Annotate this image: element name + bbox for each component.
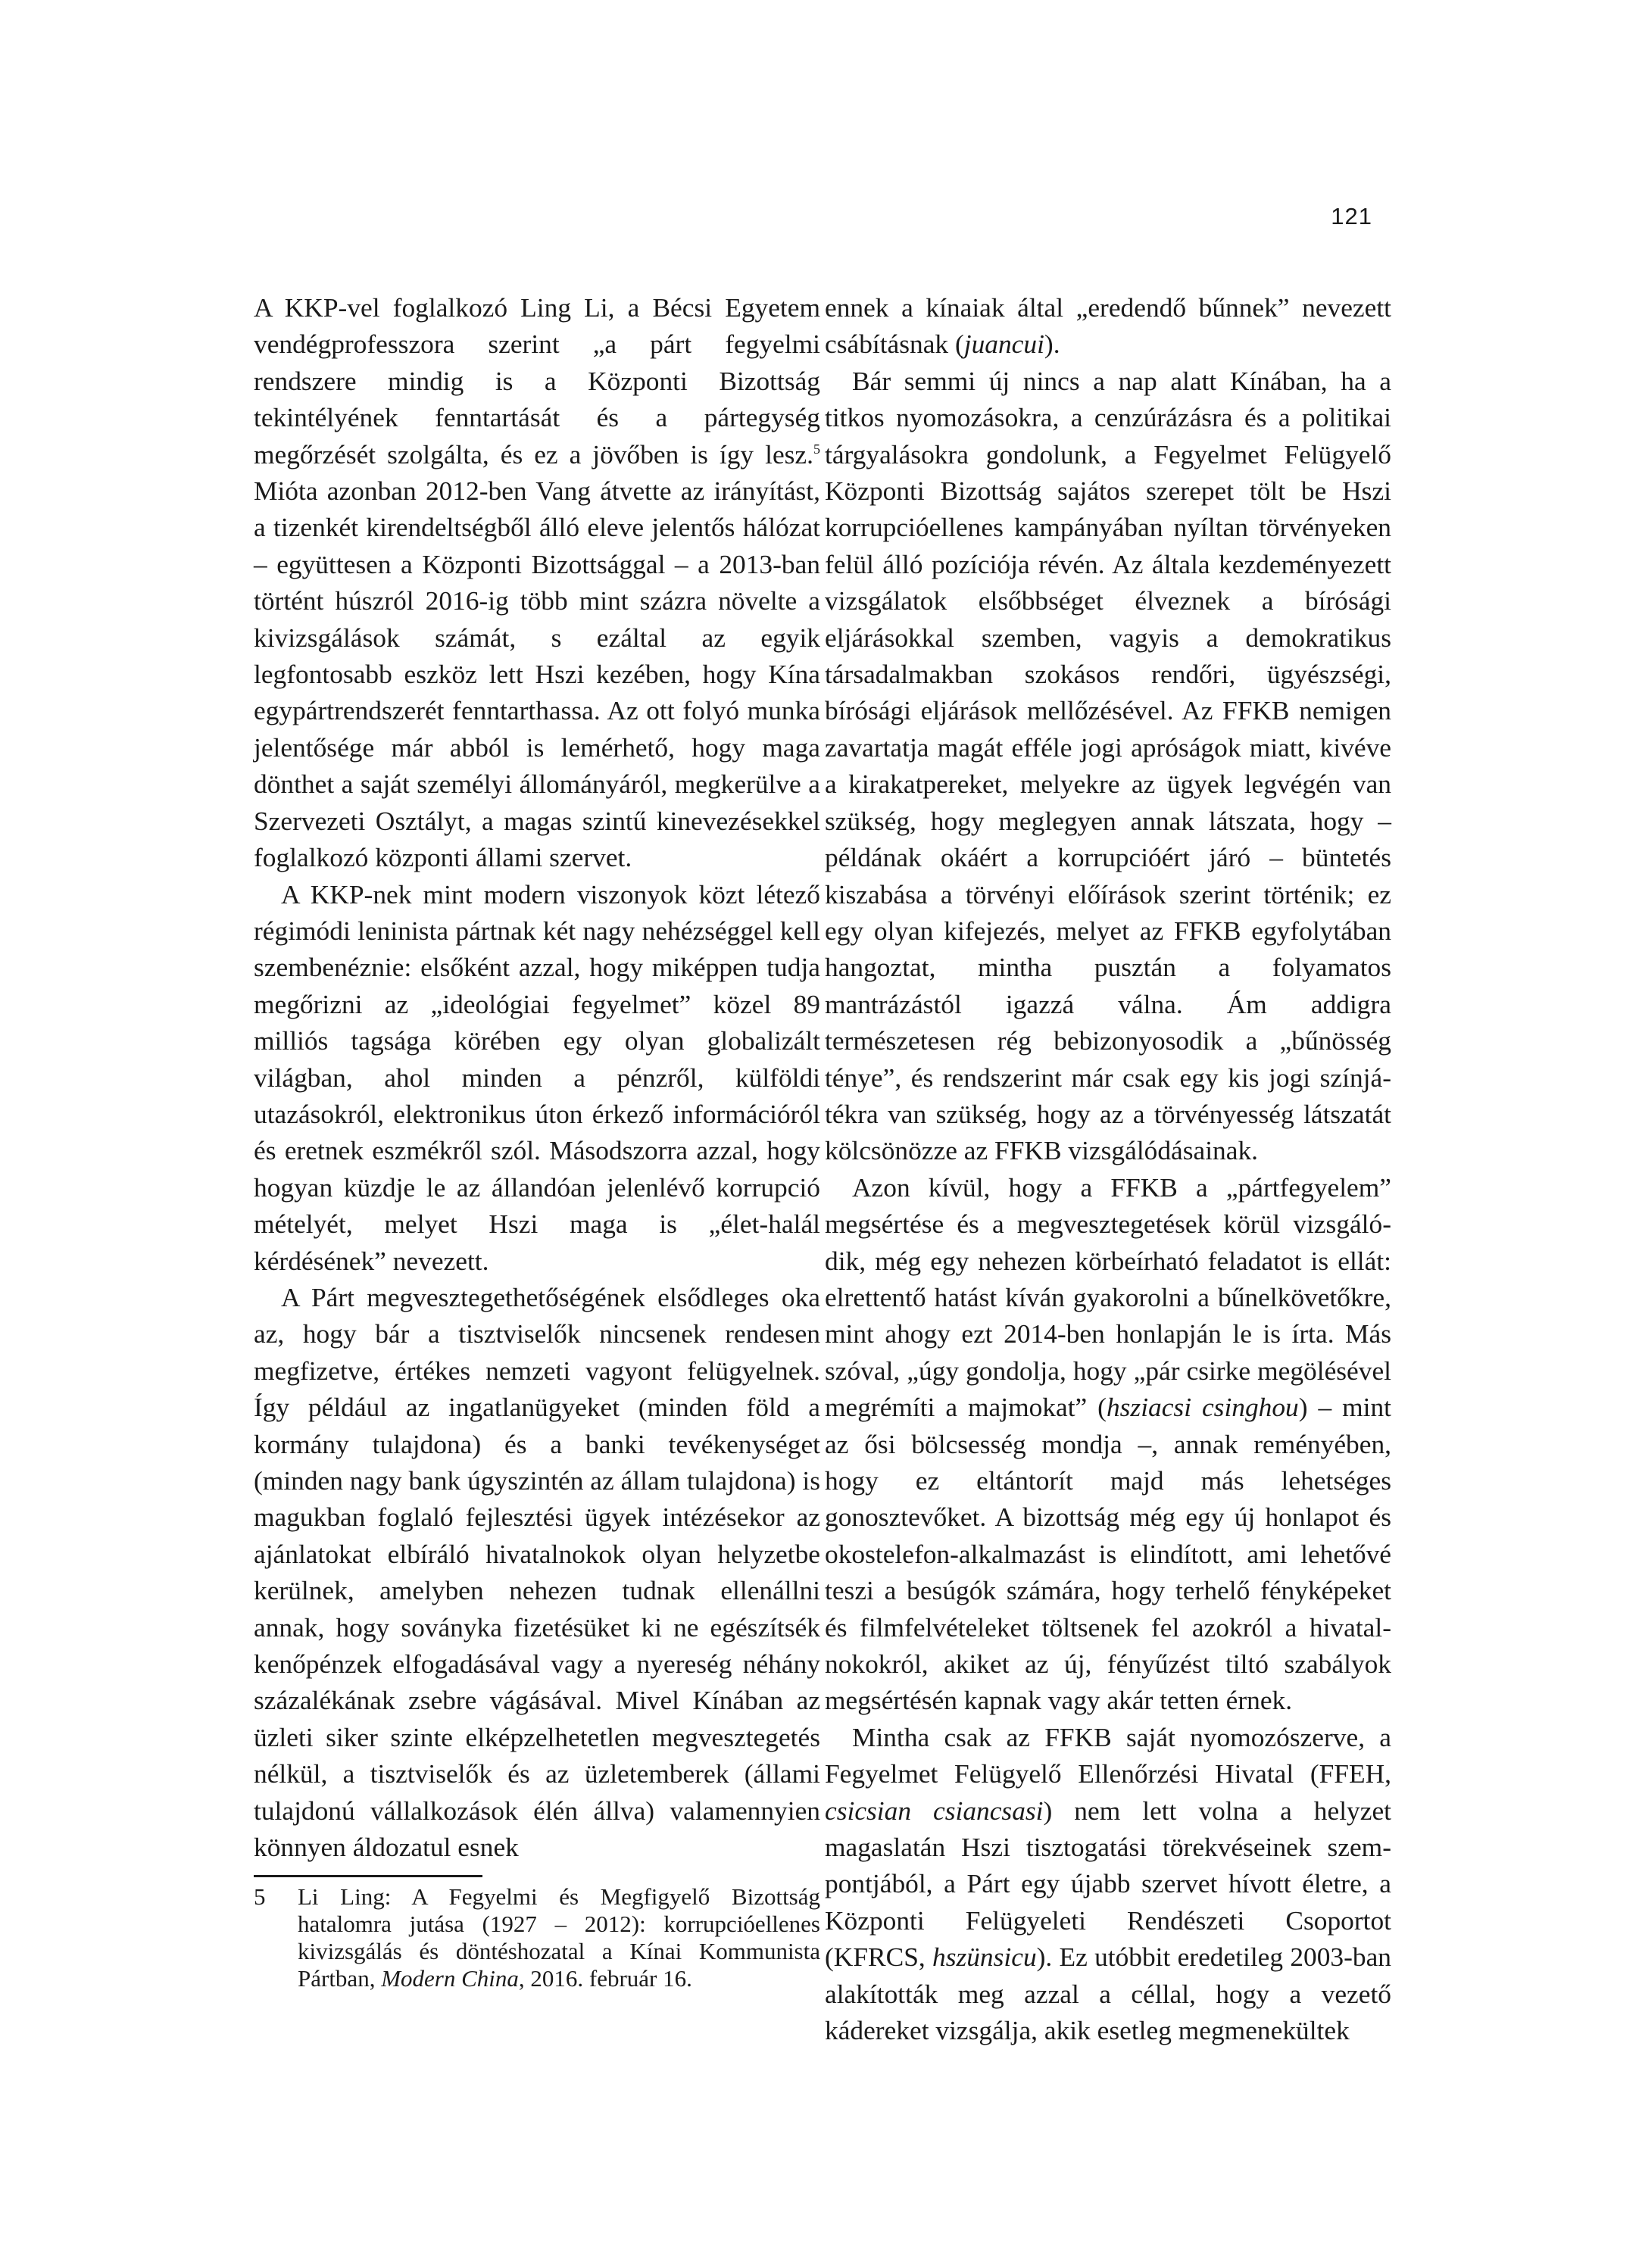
footnote-text: Li Ling: A Fegyelmi és Megfigyelő Bizottság hatalomra jutása (1927 – 2012): korrupcióellenes kivizsgálás és döntéshozatal a Kínai Kommunista Pártban, Modern China, 2016. február 16. xyxy=(298,1883,820,1992)
paragraph: ennek a kínaiak által „eredendő bűnnek” nevezett csábításnak (juancui). xyxy=(825,292,1391,360)
footnote-reference: 5 xyxy=(813,441,820,457)
italic-term: juancui xyxy=(963,329,1044,360)
footnote-number: 5 xyxy=(254,1883,266,1910)
italic-term: hsziacsi csinghou xyxy=(1106,1392,1299,1423)
paragraph: A KKP-vel foglalkozó Ling Li, a Bécsi Egyetem vendégprofesszora szerint „a párt fegyelmi rendszere mindig is a Központi Bizottság tekintélyének fenntartását és a pártegység megőrzését szolgálta, és ez a jövőben is így lesz.$^5$ Mióta azonban 2012-ben Vang átvette az irányítást, a tizenkét kirendeltségből álló eleve jelentős hálózat – együttesen a Központi Bizottsággal – a 2013-ban történt húszról 2016-ig több mint százra növelte a kivizsgálások számát, s ezáltal az egyik legfontosabb eszköz lett Hszi kezében, hogy Kína egypártrendszerét fenntarthassa. Az ott folyó munka jelentősége már abból is lemérhető, hogy maga dönthet a saját személyi állományáról, megkerülve a Szervezeti Osztályt, a magas szintű kinevezésekkel foglalkozó központi állami szervet. xyxy=(254,292,820,873)
page-number: 121 xyxy=(1331,203,1372,229)
italic-term: csicsian csiancsasi xyxy=(825,1795,1044,1826)
paragraph: A KKP-nek mint modern viszonyok közt létező régimódi leninista pártnak két nagy nehézséggel kell szembenéznie: elsőként azzal, hogy miképpen tudja megőrizni az „ideológiai fegyelmet” közel 89 milliós tagsága körében egy olyan globalizált világban, ahol minden a pénzről, külföldi utazásokról, elektronikus úton érkező információról és eretnek eszmékről szól. Másodszorra azzal, hogy hogyan küzdje le az állandóan jelenlévő korrupció mételyét, melyet Hszi maga is „élet-halál kérdésének” nevezett. xyxy=(254,878,820,1276)
italic-term: hszünsicu xyxy=(932,1942,1037,1973)
paragraph: A Párt megvesztegethetőségének elsődleges oka az, hogy bár a tisztviselők nincsenek rendesen megfizetve, értékes nemzeti vagyont felügyelnek. Így például az ingatlanügyeket (minden föld a kormány tulajdona) és a banki tevékenységet (minden nagy bank úgyszintén az állam tulajdona) is magukban foglaló fejlesztési ügyek intézésekor az ajánlatokat elbíráló hivatalnokok olyan helyzetbe kerülnek, amelyben nehezen tudnak ellenállni annak, hogy soványka fizetésüket ki ne egészítsék kenőpénzek elfogadásával vagy a nyereség néhány százalékának zsebre vágásával. Mivel Kínában az üzleti siker szinte elképzelhetetlen megvesztegetés nélkül, a tisztviselők és az üzletemberek (állami tulajdonú vállalkozások élén állva) valamennyien könnyen áldozatul esnek xyxy=(254,1281,820,1863)
paragraph: Bár semmi új nincs a nap alatt Kínában, ha a titkos nyomozásokra, a cenzúrázásra és a politikai tárgyalásokra gondolunk, a Fegyelmet Felügyelő Központi Bizottság sajátos szerepet tölt be Hszi korrupcióellenes kampányában nyíltan törvényeken felül álló pozíciója révén. Az általa kezdeményezett vizsgálatok elsőbbséget élveznek a bírósági eljárásokkal szemben, vagyis a demokratikus társadalmakban szokásos rendőri, ügyészségi, bírósági eljárások mellőzésével. Az FFKB nemigen zavartatja magát efféle jogi apróságok miatt, kivéve a kirakatpereket, melyekre az ügyek legvégén van szükség, hogy meglegyen annak látszata, hogy – példának okáért a korrupcióért járó – büntetés kiszabása a törvényi előírások szerint történik; ez egy olyan kifejezés, melyet az FFKB egyfolytában hangoztat, mintha pusztán a folyamatos mantrázástól igazzá válna. Ám addigra természetesen rég bebizonyosodik a „bűnösség ténye”, és rendszerint már csak egy kis jogi színjátékra van szükség, hogy az a törvényesség látszatát kölcsönözze az FFKB vizsgálódásainak. xyxy=(825,365,1391,1166)
paragraph: Mintha csak az FFKB saját nyomozószerve, a Fegyelmet Felügyelő Ellenőrzési Hivatal (FFEH, csicsian csiancsasi) nem lett volna a helyzet magaslatán Hszi tisztogatási törekvéseinek szempontjából, a Párt egy újabb szervet hívott életre, a Központi Felügyeleti Rendészeti Csoportot (KFRCS, hszünsicu). Ez utóbbit eredetileg 2003-ban alakították meg azzal a céllal, hogy a vezető kádereket vizsgálja, akik esetleg megmenekültek xyxy=(825,1721,1391,2046)
left-column xyxy=(254,289,820,1865)
footnote xyxy=(254,1883,820,1992)
right-column xyxy=(825,289,1391,2049)
footnote-separator xyxy=(254,1875,482,1877)
italic-term: Modern China xyxy=(381,1965,519,1992)
paragraph: Azon kívül, hogy a FFKB a „pártfegyelem” megsértése és a megvesztegetések körül vizsgálódik, még egy nehezen körbeírható feladatot is ellát: elrettentő hatást kíván gyakorolni a bűnelkövetőkre, mint ahogy ezt 2014-ben honlapján le is írta. Más szóval, „úgy gondolja, hogy „pár csirke megölésével megrémíti a majmokat” (hsziacsi csinghou) – mint az ősi bölcsesség mondja –, annak reményében, hogy ez eltántorít majd más lehetséges gonosztevőket. A bizottság még egy új honlapot és okostelefon-alkalmazást is elindított, ami lehetővé teszi a besúgók számára, hogy terhelő fényképeket és filmfelvételeket töltsenek fel azokról a hivatalnokokról, akiket az új, fényűzést tiltó szabályok megsértésén kapnak vagy akár tetten érnek. xyxy=(825,1171,1391,1716)
footnote-area xyxy=(254,1875,820,1992)
